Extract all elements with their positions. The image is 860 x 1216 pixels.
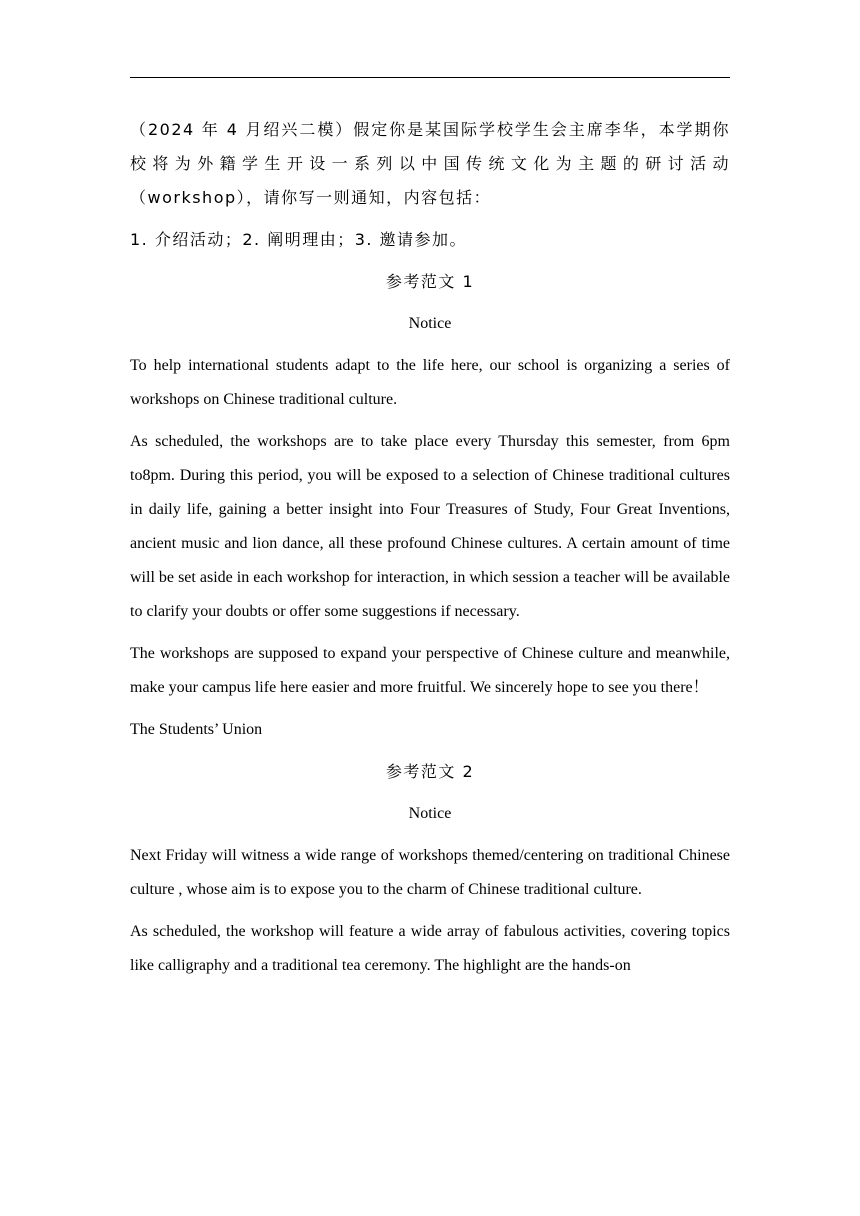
sample-1-paragraph: The workshops are supposed to expand your perspective of Chinese culture and meanwhile, make your campus life here easier and more fruitful. We sincerely hope to see you there！ <box>130 645 730 696</box>
sample-2-heading: 参考范文 2 <box>385 762 475 781</box>
header-rule <box>130 77 730 78</box>
sample-1-paragraph: To help international students adapt to the life here, our school is organizing a series of workshops on Chinese traditional culture. <box>130 357 730 408</box>
sample-1-signoff: The Students’ Union <box>130 721 263 738</box>
document-body <box>130 113 730 991</box>
task-requirements: 1. 介绍活动；2. 阐明理由；3. 邀请参加。 <box>130 230 468 249</box>
task-prompt: （2024 年 4 月绍兴二模）假定你是某国际学校学生会主席李华，本学期你校将为外籍学生开设一系列以中国传统文化为主题的研讨活动（workshop），请你写一则通知，内容包括： <box>130 120 730 207</box>
sample-1-paragraph: As scheduled, the workshops are to take place every Thursday this semester, from 6pm to8pm. During this period, you will be exposed to a selection of Chinese traditional cultures in daily life, gaining a better insight into Four Treasures of Study, Four Great Inventions, ancient music and lion dance, all these profound Chinese cultures. A certain amount of time will be set aside in each workshop for interaction, in which session a teacher will be available to clarify your doubts or offer some suggestions if necessary. <box>130 433 730 620</box>
sample-2-title: Notice <box>408 805 452 822</box>
sample-2-paragraph: Next Friday will witness a wide range of workshops themed/centering on traditional Chinese culture , whose aim is to expose you to the charm of Chinese traditional culture. <box>130 847 730 898</box>
sample-2-paragraph: As scheduled, the workshop will feature a wide array of fabulous activities, covering topics like calligraphy and a traditional tea ceremony. The highlight are the hands-on <box>130 923 730 974</box>
sample-1-title: Notice <box>408 315 452 332</box>
sample-1-heading: 参考范文 1 <box>385 272 475 291</box>
